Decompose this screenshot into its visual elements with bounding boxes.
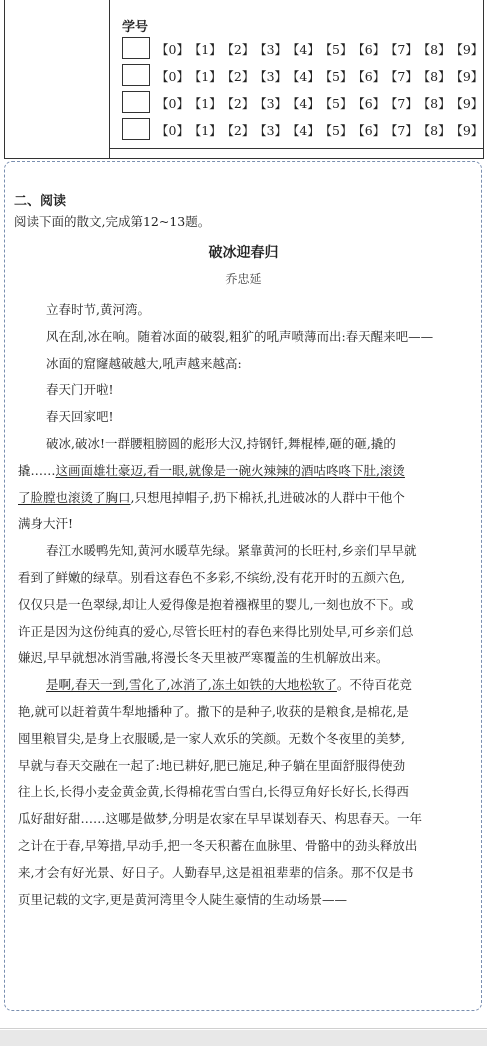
text-span: 早就与春天交融在一起了:地已耕好,肥已施足,种子躺在里面舒服得使劲 <box>18 758 406 773</box>
text-span: 嫌迟,早早就想冰消雪融,将漫长冬天里被严寒覆盖的生机解放出来。 <box>18 650 389 665</box>
digit-bubble[interactable]: 【6】 <box>358 42 386 57</box>
text-span: 仅仅只是一色翠绿,却让人爱得像是抱着襁褓里的婴儿,一刻也放不下。或 <box>18 597 414 612</box>
essay-line <box>18 488 474 506</box>
digit-bubble[interactable]: 【6】 <box>358 123 386 138</box>
text-span: 来,才会有好光景、好日子。人勤春早,这是祖祖辈辈的信条。那不仅是书 <box>18 865 414 880</box>
section-title: 二、阅读 <box>14 194 67 209</box>
reading-section-frame <box>4 161 482 1011</box>
digit-bubble[interactable]: 【0】 <box>156 42 189 57</box>
essay-line <box>18 782 474 800</box>
digit-bubble[interactable]: 【5】 <box>325 96 353 111</box>
page-divider <box>0 1028 487 1029</box>
essay-line <box>18 648 474 666</box>
digit-bubble[interactable]: 【9】 <box>456 42 484 57</box>
text-span: 囤里粮冒尖,是身上衣服暖,是一家人欢乐的笑颜。无数个冬夜里的美梦, <box>18 731 405 746</box>
text-span: 瓜好甜好甜……这哪是做梦,分明是农家在早早谋划春天、构思春天。一年 <box>18 811 422 826</box>
essay-line <box>46 354 474 372</box>
text-span: ,只想甩掉帽子,扔下棉袄,扎进破冰的人群中干他个 <box>130 490 405 505</box>
essay-line <box>18 702 474 720</box>
id-digit-options <box>156 121 487 139</box>
digit-bubble[interactable]: 【9】 <box>456 69 484 84</box>
essay-line <box>46 434 474 452</box>
digit-bubble[interactable]: 【6】 <box>358 69 386 84</box>
text-span: 春天回家吧! <box>46 409 114 424</box>
digit-bubble[interactable]: 【7】 <box>391 42 418 57</box>
digit-bubble[interactable]: 【8】 <box>423 96 451 111</box>
underlined-text: 是啊,春天一到,雪化了,冰消了,冻土如铁的大地松软了 <box>46 677 337 692</box>
digit-bubble[interactable]: 【4】 <box>293 42 320 57</box>
digit-bubble[interactable]: 【3】 <box>260 42 288 57</box>
essay-line <box>18 890 474 908</box>
reading-instruction: 阅读下面的散文,完成第12~13题。 <box>14 214 211 229</box>
text-span: 页里记载的文字,更是黄河湾里令人陡生豪情的生动场景—— <box>18 892 347 907</box>
essay-line <box>18 863 474 881</box>
student-id-row <box>122 118 484 142</box>
digit-bubble[interactable]: 【1】 <box>194 42 222 57</box>
text-span: 撬…… <box>18 463 56 478</box>
digit-bubble[interactable]: 【2】 <box>227 96 255 111</box>
essay-line <box>18 568 474 586</box>
digit-bubble[interactable]: 【8】 <box>423 42 451 57</box>
digit-bubble[interactable]: 【8】 <box>423 123 451 138</box>
digit-bubble[interactable]: 【7】 <box>391 96 418 111</box>
text-span: 满身大汗! <box>18 516 74 531</box>
text-span: 艳,就可以赶着黄牛犁地播种了。撒下的是种子,收获的是粮食,是棉花,是 <box>18 704 409 719</box>
digit-bubble[interactable]: 【5】 <box>325 42 353 57</box>
essay-line <box>46 380 474 398</box>
text-span: 春江水暖鸭先知,黄河水暖草先绿。紧靠黄河的长旺村,乡亲们早早就 <box>46 543 417 558</box>
student-id-row <box>122 37 484 61</box>
essay-line <box>18 836 474 854</box>
digit-bubble[interactable]: 【4】 <box>293 123 320 138</box>
digit-bubble[interactable]: 【0】 <box>156 69 189 84</box>
digit-bubble[interactable]: 【4】 <box>293 96 320 111</box>
digit-bubble[interactable]: 【5】 <box>325 69 353 84</box>
digit-bubble[interactable]: 【9】 <box>456 96 484 111</box>
id-write-box[interactable] <box>122 91 150 113</box>
digit-bubble[interactable]: 【7】 <box>391 123 418 138</box>
digit-bubble[interactable]: 【1】 <box>194 69 222 84</box>
id-write-box[interactable] <box>122 118 150 140</box>
student-id-label: 学号 <box>122 20 149 35</box>
digit-bubble[interactable]: 【2】 <box>227 69 255 84</box>
digit-bubble[interactable]: 【2】 <box>227 42 255 57</box>
text-span: 风在刮,冰在响。随着冰面的破裂,粗犷的吼声喷薄而出:春天醒来吧—— <box>46 329 434 344</box>
text-span: 之计在于春,早筹措,早动手,把一冬天积蓄在血脉里、骨骼中的劲头释放出 <box>18 838 418 853</box>
digit-bubble[interactable]: 【1】 <box>194 96 222 111</box>
essay-line <box>18 809 474 827</box>
digit-bubble[interactable]: 【9】 <box>456 123 484 138</box>
underlined-text: 了脸膛也滚烫了胸口 <box>18 490 131 505</box>
essay-author: 乔忠延 <box>225 272 262 286</box>
essay-line <box>46 300 474 318</box>
digit-bubble[interactable]: 【1】 <box>194 123 222 138</box>
essay-line <box>46 541 474 559</box>
id-write-box[interactable] <box>122 64 150 86</box>
text-span: 冰面的窟窿越破越大,吼声越来越高: <box>46 356 242 371</box>
digit-bubble[interactable]: 【5】 <box>325 123 353 138</box>
student-id-row <box>122 64 484 88</box>
digit-bubble[interactable]: 【4】 <box>293 69 320 84</box>
digit-bubble[interactable]: 【3】 <box>260 123 288 138</box>
essay-line <box>18 756 474 774</box>
essay-line <box>46 675 474 693</box>
essay-line <box>18 514 474 532</box>
essay-line <box>18 622 474 640</box>
id-digit-options <box>156 94 487 112</box>
essay-line <box>18 729 474 747</box>
digit-bubble[interactable]: 【0】 <box>156 123 189 138</box>
text-span: 许正是因为这份纯真的爱心,尽管长旺村的春色来得比别处早,可乡亲们总 <box>18 624 414 639</box>
id-box-left-blank <box>5 0 110 158</box>
digit-bubble[interactable]: 【6】 <box>358 96 386 111</box>
text-span: 看到了鲜嫩的绿草。别看这春色不多彩,不缤纷,没有花开时的五颜六色, <box>18 570 405 585</box>
id-digit-options <box>156 67 487 85</box>
text-span: 破冰,破冰!一群腰粗膀圆的彪形大汉,持钢钎,舞棍棒,砸的砸,撬的 <box>46 436 396 451</box>
text-span: 。不待百花竞 <box>336 677 412 692</box>
id-digit-options <box>156 40 487 58</box>
digit-bubble[interactable]: 【7】 <box>391 69 418 84</box>
id-write-box[interactable] <box>122 37 150 59</box>
text-span: 立春时节,黄河湾。 <box>46 302 150 317</box>
student-id-row <box>122 91 484 115</box>
digit-bubble[interactable]: 【2】 <box>227 123 255 138</box>
digit-bubble[interactable]: 【0】 <box>156 96 189 111</box>
essay-line <box>46 327 474 345</box>
digit-bubble[interactable]: 【3】 <box>260 96 288 111</box>
digit-bubble[interactable]: 【3】 <box>260 69 288 84</box>
digit-bubble[interactable]: 【8】 <box>423 69 451 84</box>
page-footer-bar <box>0 1030 487 1046</box>
essay-title: 破冰迎春归 <box>208 245 279 261</box>
essay-line <box>18 595 474 613</box>
essay-line <box>18 461 474 479</box>
essay-line <box>46 407 474 425</box>
text-span: 往上长,长得小麦金黄金黄,长得棉花雪白雪白,长得豆角好长好长,长得西 <box>18 784 409 799</box>
underlined-text: 这画面雄壮豪迈,看一眼,就像是一碗火辣辣的酒咕咚咚下肚,滚烫 <box>55 463 405 478</box>
text-span: 春天门开啦! <box>46 382 114 397</box>
